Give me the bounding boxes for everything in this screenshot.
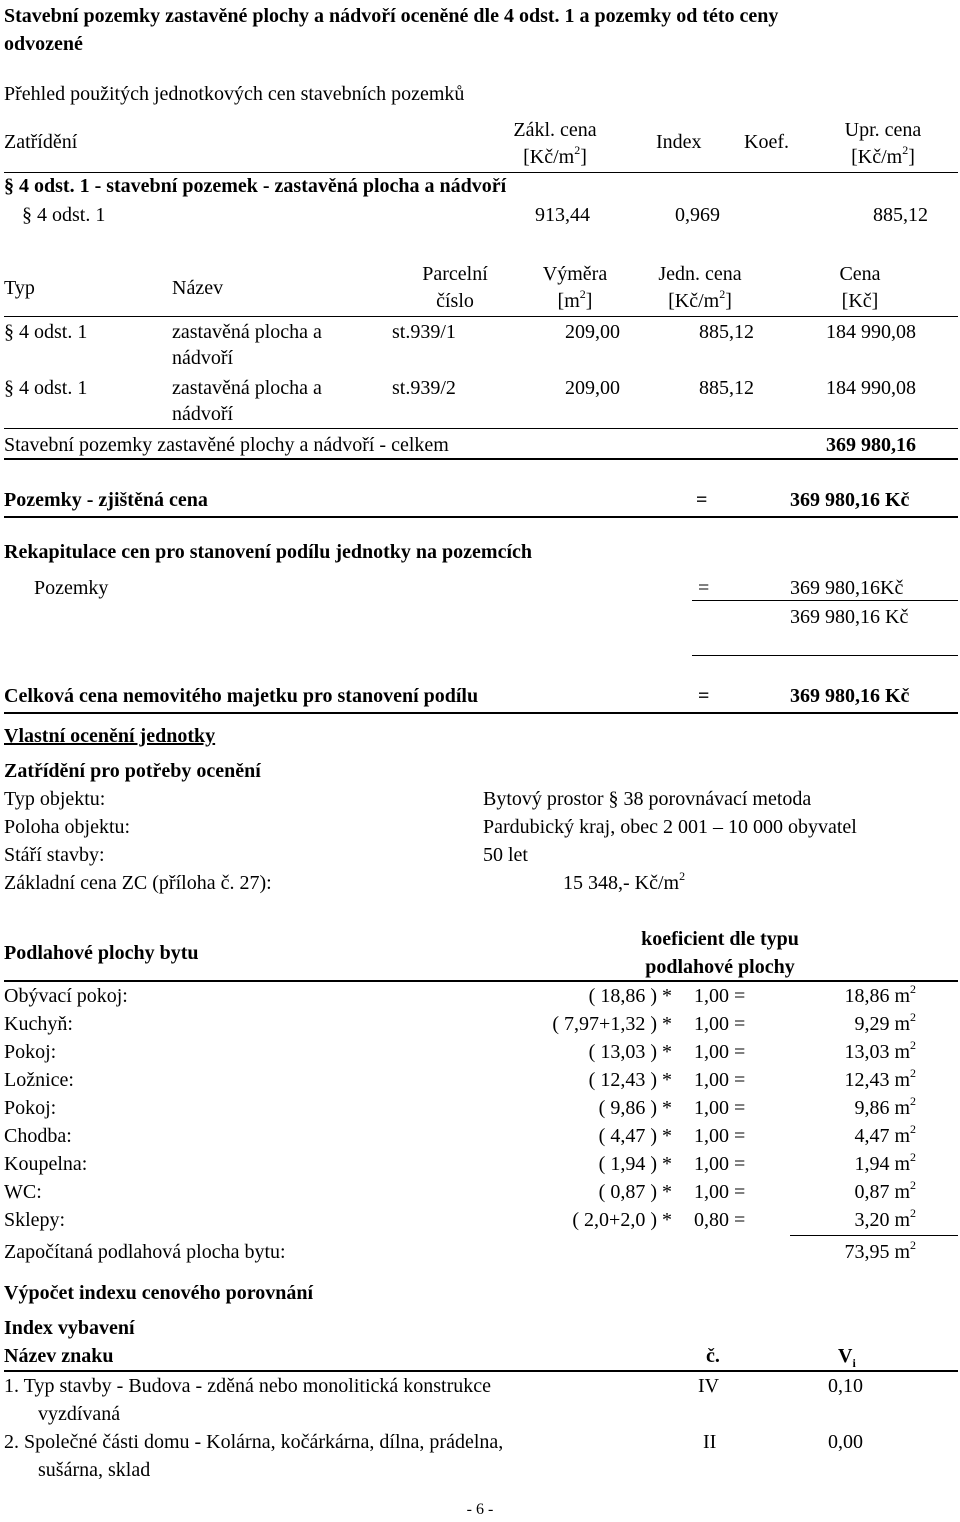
index-header-no: č. bbox=[706, 1345, 720, 1367]
total-property-label: Celková cena nemovitého majetku pro stanovení podílu bbox=[4, 685, 479, 707]
index-row-1-no: IV bbox=[698, 1375, 720, 1397]
overview-row-index: 0,969 bbox=[675, 204, 720, 226]
building-age-label: Stáří stavby: bbox=[4, 844, 105, 866]
own-valuation-subtitle: Zatřídění pro potřeby ocenění bbox=[4, 760, 261, 782]
parcels-header-unit-1: Jedn. cena bbox=[658, 263, 742, 285]
header-classification: Zatřídění bbox=[4, 131, 78, 153]
index-row-1-name-1: 1. Typ stavby - Budova - zděná nebo monolitická konstrukce bbox=[4, 1375, 492, 1397]
floor-total-label: Započítaná podlahová plocha bytu: bbox=[4, 1241, 286, 1263]
floor-row-coef: 1,00 = bbox=[694, 1181, 746, 1203]
recap-rule bbox=[692, 600, 958, 601]
parcel-row-2-unit: 885,12 bbox=[699, 377, 754, 399]
floor-total-value: 73,95 $m^2$ bbox=[844, 1238, 916, 1263]
floor-row-calc: ( 13,03 ) * bbox=[588, 1041, 672, 1063]
floor-row-calc: ( 12,43 ) * bbox=[588, 1069, 672, 1091]
index-row-1-name-2: vyzdívaná bbox=[38, 1403, 121, 1425]
floor-row-label: Sklepy: bbox=[4, 1209, 66, 1231]
floor-title: Podlahové plochy bytu bbox=[4, 942, 199, 964]
floor-row-result: 3,20 $m^2$ bbox=[854, 1206, 916, 1231]
floor-row-result: 4,47 $m^2$ bbox=[854, 1122, 916, 1147]
floor-row-coef: 1,00 = bbox=[694, 1041, 746, 1063]
parcel-row-2-name-1: zastavěná plocha a bbox=[172, 377, 322, 399]
land-price-label: Pozemky - zjištěná cena bbox=[4, 489, 208, 511]
page-number: - 6 - bbox=[466, 1501, 494, 1518]
header-base-price-2: $[Kč/m^2]$ bbox=[523, 143, 587, 168]
overview-header-rule bbox=[4, 172, 958, 173]
floor-row-coef: 1,00 = bbox=[694, 1069, 746, 1091]
floor-row-coef: 1,00 = bbox=[694, 1125, 746, 1147]
floor-row-label: Ložnice: bbox=[4, 1069, 74, 1091]
index-header-rule bbox=[4, 1370, 958, 1372]
floor-row-coef: 1,00 = bbox=[694, 985, 746, 1007]
parcel-row-1-number: st.939/1 bbox=[392, 321, 456, 343]
document-title-line2: odvozené bbox=[4, 33, 83, 55]
header-adj-price-2: $[Kč/m^2]$ bbox=[851, 143, 915, 168]
floor-row-calc: ( 4,47 ) * bbox=[598, 1125, 672, 1147]
floor-row-result: 12,43 $m^2$ bbox=[844, 1066, 916, 1091]
index-title: Výpočet indexu cenového porovnání bbox=[4, 1282, 314, 1304]
overview-row-base-price: 913,44 bbox=[535, 204, 590, 226]
floor-row-coef: 1,00 = bbox=[694, 1097, 746, 1119]
parcels-header-unit-2: $[Kč/m^2]$ bbox=[668, 287, 732, 312]
floor-row-coef: 1,00 = bbox=[694, 1153, 746, 1175]
floor-row-calc: ( 9,86 ) * bbox=[598, 1097, 672, 1119]
floor-row-calc: ( 1,94 ) * bbox=[598, 1153, 672, 1175]
floor-row-calc: ( 18,86 ) * bbox=[588, 985, 672, 1007]
parcels-total-label: Stavební pozemky zastavěné plochy a nádvoří - celkem bbox=[4, 434, 449, 456]
index-row-2-name-2: sušárna, sklad bbox=[38, 1459, 151, 1481]
parcel-row-1-name-2: nádvoří bbox=[172, 347, 234, 369]
parcels-total-rule bbox=[4, 458, 958, 460]
index-row-2-v: 0,00 bbox=[828, 1431, 863, 1453]
recap-sum-rule bbox=[692, 655, 958, 656]
parcels-rows-rule bbox=[4, 428, 958, 429]
parcel-row-1-name-1: zastavěná plocha a bbox=[172, 321, 322, 343]
parcel-row-2-area: 209,00 bbox=[565, 377, 620, 399]
floor-sum-rule bbox=[790, 1235, 958, 1236]
base-price-value: 15 348,- $Kč/m^2$ bbox=[563, 869, 686, 894]
parcels-header-rule bbox=[4, 316, 958, 317]
floor-row-label: Koupelna: bbox=[4, 1153, 88, 1175]
object-type-label: Typ objektu: bbox=[4, 788, 106, 810]
header-base-price-1: Zákl. cena bbox=[513, 119, 597, 141]
parcel-row-1-price: 184 990,08 bbox=[826, 321, 916, 343]
parcel-row-1-unit: 885,12 bbox=[699, 321, 754, 343]
document-title-line1: Stavební pozemky zastavěné plochy a nádvoří oceněné dle 4 odst. 1 a pozemky od této ceny bbox=[4, 5, 779, 27]
recap-sum: 369 980,16 Kč bbox=[790, 606, 909, 628]
parcels-header-name: Název bbox=[172, 277, 224, 299]
own-valuation-title: Vlastní ocenění jednotky bbox=[4, 725, 216, 747]
parcels-header-price-1: Cena bbox=[839, 263, 881, 285]
total-property-rule bbox=[4, 712, 958, 714]
parcels-header-type: Typ bbox=[4, 277, 35, 299]
total-property-value: 369 980,16 Kč bbox=[790, 685, 910, 707]
header-index: Index bbox=[656, 131, 702, 153]
index-row-2-name-1: 2. Společné části domu - Kolárna, kočárkárna, dílna, prádelna, bbox=[4, 1431, 504, 1453]
index-row-2-no: II bbox=[703, 1431, 717, 1453]
floor-row-result: 9,29 $m^2$ bbox=[854, 1010, 916, 1035]
parcels-header-parcel-1: Parcelní bbox=[422, 263, 488, 285]
floor-coef-header-2: podlahové plochy bbox=[645, 956, 795, 978]
object-location-label: Poloha objektu: bbox=[4, 816, 131, 838]
floor-row-coef: 1,00 = bbox=[694, 1013, 746, 1035]
object-location-value: Pardubický kraj, obec 2 001 – 10 000 obyvatel bbox=[483, 816, 857, 838]
floor-row-label: Kuchyň: bbox=[4, 1013, 73, 1035]
object-type-value: Bytový prostor § 38 porovnávací metoda bbox=[483, 788, 812, 810]
parcels-header-area-1: Výměra bbox=[542, 263, 608, 285]
overview-title: Přehled použitých jednotkových cen stavebních pozemků bbox=[4, 83, 465, 105]
floor-row-result: 18,86 $m^2$ bbox=[844, 982, 916, 1007]
index-row-1-v: 0,10 bbox=[828, 1375, 863, 1397]
header-adj-price-1: Upr. cena bbox=[844, 119, 922, 141]
header-coef: Koef. bbox=[744, 131, 789, 153]
floor-header-rule bbox=[4, 980, 958, 982]
floor-coef-header-1: koeficient dle typu bbox=[641, 928, 799, 950]
floor-row-result: 1,94 $m^2$ bbox=[854, 1150, 916, 1175]
overview-group-title: § 4 odst. 1 - stavební pozemek - zastavěná plocha a nádvoří bbox=[4, 175, 507, 197]
parcels-header-price-2: [Kč] bbox=[841, 290, 879, 312]
recap-eq: = bbox=[698, 577, 710, 599]
recap-value: 369 980,16Kč bbox=[790, 577, 904, 599]
index-header-name: Název znaku bbox=[4, 1345, 114, 1367]
floor-row-coef: 0,80 = bbox=[694, 1209, 746, 1231]
parcel-row-2-type: § 4 odst. 1 bbox=[4, 377, 88, 399]
floor-row-label: Pokoj: bbox=[4, 1097, 57, 1119]
parcel-row-1-area: 209,00 bbox=[565, 321, 620, 343]
parcels-header-area-2: $[m^2]$ bbox=[557, 287, 593, 312]
floor-row-label: WC: bbox=[4, 1181, 42, 1203]
floor-row-label: Pokoj: bbox=[4, 1041, 57, 1063]
parcel-row-1-type: § 4 odst. 1 bbox=[4, 321, 88, 343]
floor-row-calc: ( 7,97+1,32 ) * bbox=[552, 1013, 672, 1035]
building-age-value: 50 let bbox=[483, 844, 528, 866]
recap-label: Pozemky bbox=[34, 577, 109, 599]
floor-row-calc: ( 0,87 ) * bbox=[598, 1181, 672, 1203]
land-price-rule bbox=[4, 516, 958, 518]
overview-row-label: § 4 odst. 1 bbox=[22, 204, 106, 226]
base-price-label: Základní cena ZC (příloha č. 27): bbox=[4, 872, 272, 894]
parcel-row-2-name-2: nádvoří bbox=[172, 403, 234, 425]
land-price-eq: = bbox=[696, 489, 708, 511]
floor-row-label: Chodba: bbox=[4, 1125, 72, 1147]
floor-row-result: 13,03 $m^2$ bbox=[844, 1038, 916, 1063]
parcels-total-value: 369 980,16 bbox=[826, 434, 916, 456]
index-header-v: $V_i$ bbox=[838, 1345, 856, 1370]
land-price-value: 369 980,16 Kč bbox=[790, 489, 910, 511]
total-property-eq: = bbox=[698, 685, 710, 707]
floor-row-calc: ( 2,0+2,0 ) * bbox=[572, 1209, 672, 1231]
parcels-header-parcel-2: číslo bbox=[436, 290, 474, 312]
floor-row-result: 0,87 $m^2$ bbox=[854, 1178, 916, 1203]
parcel-row-2-price: 184 990,08 bbox=[826, 377, 916, 399]
floor-row-result: 9,86 $m^2$ bbox=[854, 1094, 916, 1119]
recap-title: Rekapitulace cen pro stanovení podílu jednotky na pozemcích bbox=[4, 541, 532, 563]
index-subtitle: Index vybavení bbox=[4, 1317, 135, 1339]
overview-row-adj-price: 885,12 bbox=[873, 204, 928, 226]
floor-row-label: Obývací pokoj: bbox=[4, 985, 128, 1007]
parcel-row-2-number: st.939/2 bbox=[392, 377, 456, 399]
